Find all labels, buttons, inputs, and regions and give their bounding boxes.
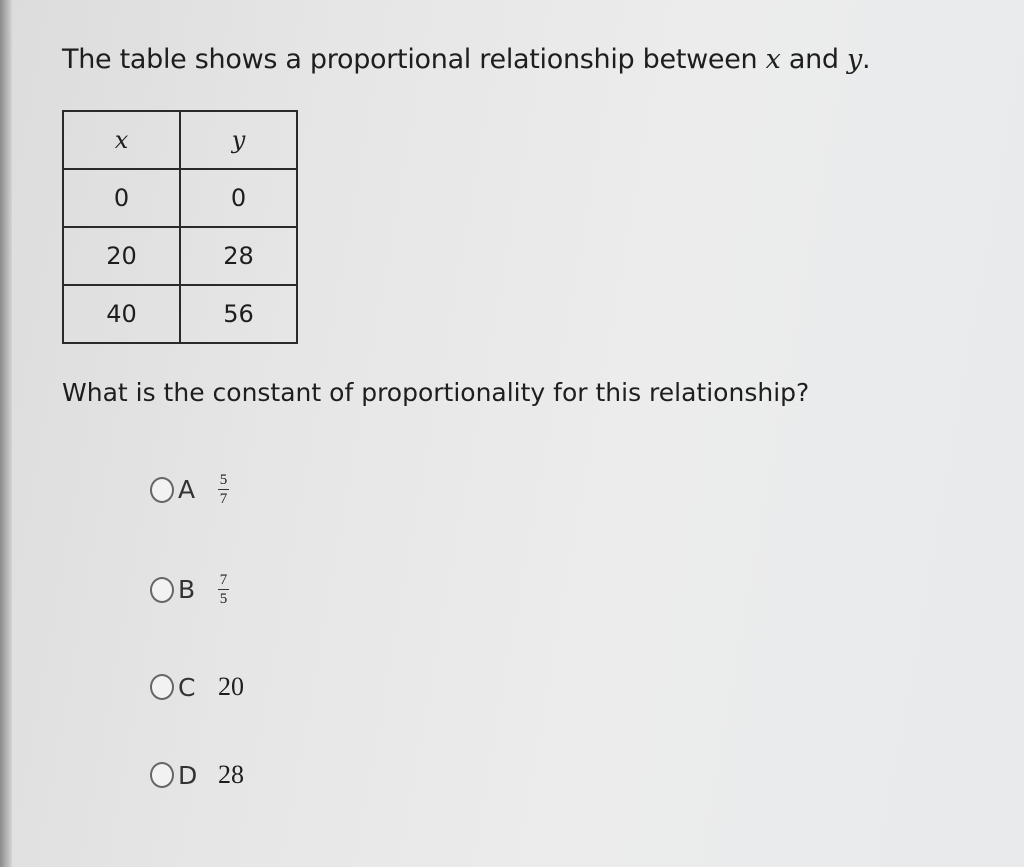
radio-button-a[interactable] (150, 477, 174, 503)
option-letter: D (178, 760, 198, 790)
statement-text: The table shows a proportional relationship between (62, 44, 766, 75)
proportional-table (62, 110, 298, 344)
numerator: 7 (219, 572, 228, 588)
option-letter: C (178, 672, 196, 702)
page-edge-shadow (0, 0, 12, 867)
table-header-row (63, 111, 297, 169)
header-y: y (180, 111, 297, 169)
variable-y: y (847, 44, 862, 75)
option-value: 20 (218, 672, 244, 701)
numerator: 5 (219, 472, 228, 488)
cell-x: 40 (63, 285, 180, 343)
table-row (63, 169, 297, 227)
denominator: 7 (219, 491, 228, 507)
question-text: What is the constant of proportionality for this relationship? (62, 378, 810, 407)
table-row (63, 227, 297, 285)
radio-button-b[interactable] (150, 577, 174, 603)
option-c[interactable] (150, 672, 244, 702)
variable-x: x (765, 44, 781, 75)
option-a[interactable] (150, 472, 229, 507)
option-letter: A (178, 475, 196, 504)
problem-statement (62, 44, 870, 75)
denominator: 5 (219, 591, 228, 607)
radio-button-d[interactable] (150, 762, 174, 788)
fraction-7-over-5 (218, 572, 229, 607)
radio-button-c[interactable] (150, 674, 174, 700)
option-b[interactable] (150, 572, 229, 607)
cell-y: 28 (180, 227, 297, 285)
cell-y: 0 (180, 169, 297, 227)
statement-period: . (862, 44, 871, 75)
option-d[interactable] (150, 760, 244, 790)
fraction-5-over-7 (218, 472, 229, 507)
cell-y: 56 (180, 285, 297, 343)
option-letter: B (178, 575, 196, 604)
cell-x: 0 (63, 169, 180, 227)
cell-x: 20 (63, 227, 180, 285)
option-value: 28 (218, 760, 244, 789)
fraction-bar (218, 489, 229, 490)
header-x: x (63, 111, 180, 169)
fraction-bar (218, 589, 229, 590)
table-row (63, 285, 297, 343)
statement-text-middle: and (780, 44, 848, 75)
